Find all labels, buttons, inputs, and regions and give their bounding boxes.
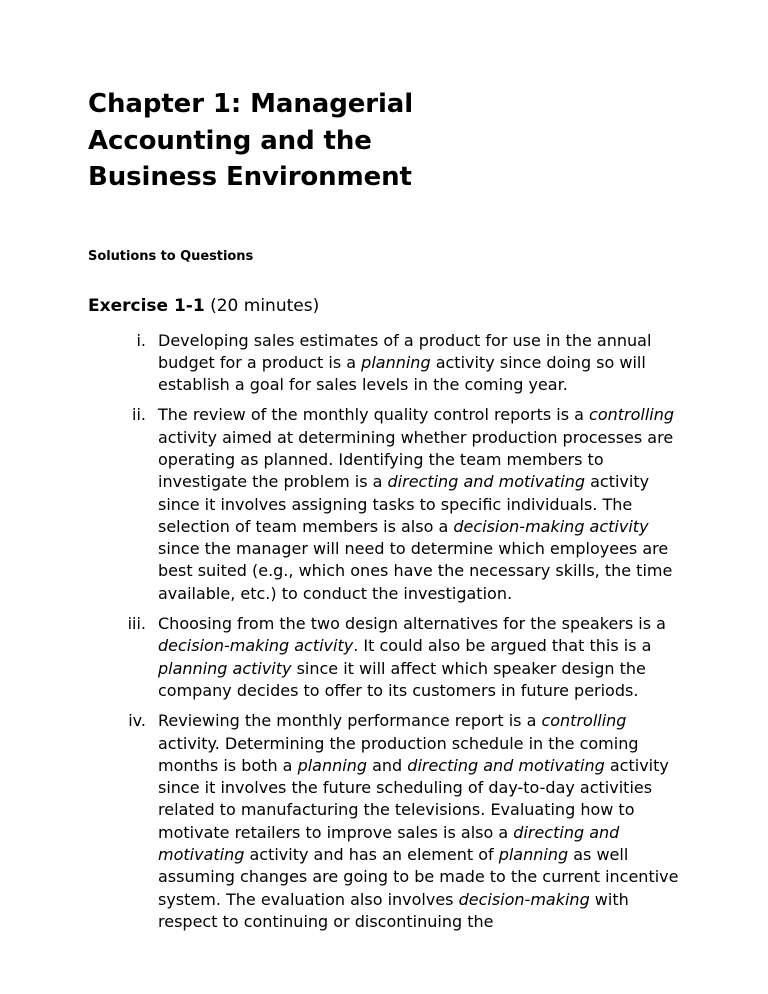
list-item <box>88 330 682 397</box>
text-run: Developing sales estimates of a product for use in the annual budget for a product is a <box>158 330 652 372</box>
page-title <box>88 0 682 196</box>
emphasized-term: planning activity <box>158 658 292 678</box>
emphasized-term: directing and motivating <box>158 822 620 865</box>
roman-numeral-list <box>88 317 682 934</box>
section-label: Solutions to Questions <box>88 248 254 264</box>
text-run: with respect to continuing or discontinuing the <box>158 889 629 931</box>
page-title-line-1: Chapter 1: Managerial <box>88 89 414 119</box>
list-item-marker: iii. <box>127 614 146 634</box>
exercise-heading <box>88 265 682 317</box>
text-run: and <box>367 755 408 775</box>
list-item-text <box>158 710 682 933</box>
text-run: Choosing from the two design alternatives for the speakers is a <box>158 614 666 634</box>
emphasized-term: planning <box>297 755 367 775</box>
emphasized-term: decision-making activity <box>158 636 354 656</box>
list-item-text <box>158 613 682 702</box>
emphasized-term: controlling <box>541 711 627 731</box>
list-item-text <box>158 404 682 605</box>
emphasized-term: controlling <box>589 405 675 425</box>
list-item <box>88 710 682 933</box>
page-content <box>88 0 682 933</box>
exercise-title: Exercise 1-1 <box>88 295 205 316</box>
text-run: as well assuming changes are going to be made to the current incentive system. The evaluation also involves <box>158 845 679 909</box>
list-item <box>88 613 682 702</box>
page-title-line-2: Accounting and the <box>88 125 372 156</box>
text-run: activity aimed at determining whether production processes are operating as planned. Identifying the team members to investigate the problem is a <box>158 427 674 492</box>
text-run: . It could also be argued that this is a <box>353 636 652 656</box>
emphasized-term: directing and motivating <box>387 472 586 492</box>
list-item-marker: iv. <box>128 711 146 731</box>
text-run: activity. Determining the production schedule in the coming months is both a <box>158 733 639 775</box>
emphasized-term: directing and motivating <box>407 755 605 775</box>
text-run: activity since it involves assigning tasks to specific individuals. The selection of team members is also a <box>158 472 650 536</box>
text-run: Reviewing the monthly performance report is a <box>158 711 542 731</box>
text-run: since the manager will need to determine which employees are best suited (e.g., which ones have the necessary skills, the time available, etc.) to conduct the investigation. <box>158 539 673 603</box>
emphasized-term: decision-making <box>458 889 590 909</box>
list-item-marker: ii. <box>132 405 146 425</box>
list-item <box>88 404 682 605</box>
list-item-marker: i. <box>136 330 146 350</box>
text-run: since it will affect which speaker design the company decides to offer to its customers in future periods. <box>158 658 646 700</box>
text-run: The review of the monthly quality control reports is a <box>158 405 590 425</box>
text-run: activity since it involves the future scheduling of day-to-day activities related to manufacturing the televisions. Evaluating how to motivate retailers to improve sales is also a <box>158 755 669 842</box>
emphasized-term: decision-making activity <box>453 516 649 536</box>
text-run: activity and has an element of <box>244 845 499 865</box>
page-title-line-3: Business Environment <box>88 162 412 192</box>
exercise-time: (20 minutes) <box>204 295 320 316</box>
emphasized-term: planning <box>498 845 569 865</box>
list-item-text <box>158 330 682 397</box>
emphasized-term: planning <box>361 352 431 372</box>
text-run: activity since doing so will establish a goal for sales levels in the coming year. <box>158 352 646 395</box>
